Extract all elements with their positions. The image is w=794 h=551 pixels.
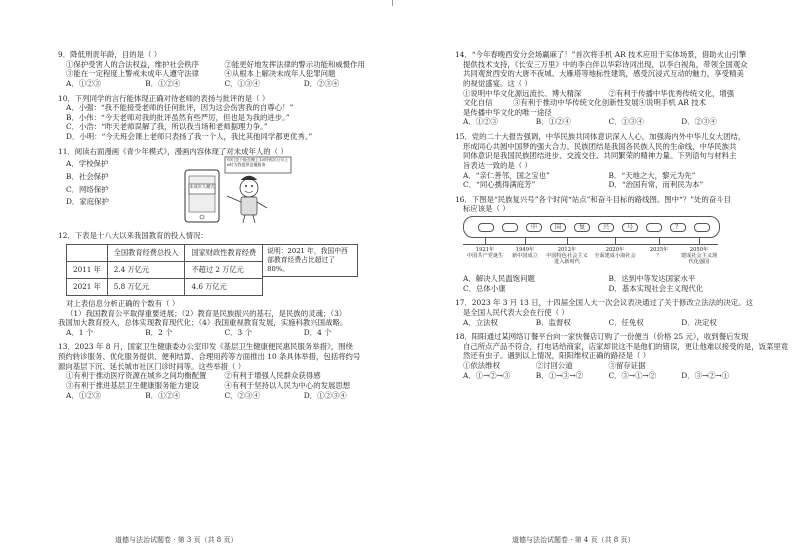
choice-a[interactable]: A．①→②→③	[463, 370, 511, 380]
choice-row	[463, 274, 754, 284]
statement-1: ①保护受害人的合法权益，维护社会秩序	[66, 59, 200, 69]
table-row	[67, 278, 263, 295]
choice-row	[463, 284, 754, 294]
timeline-label: 2012年 中国特色社会主义进入新时代	[546, 247, 588, 265]
statement-2: ②能更好地发挥法律的警示功能和威慑作用	[224, 59, 365, 69]
question-10	[58, 94, 383, 142]
timeline-tick	[485, 238, 486, 244]
choice-a[interactable]: A．解决人民温饱问题	[463, 274, 535, 283]
question-18	[455, 332, 789, 380]
train-car: ？	[670, 223, 686, 232]
question-stem: 然还有虫子。遇到以上情况，阳阳维权正确的路径是（ ）	[463, 351, 651, 361]
train-car: 兴	[598, 223, 614, 232]
choice-d[interactable]: D．决定权	[681, 317, 717, 327]
choice-c[interactable]: C．网络保护	[66, 184, 109, 194]
speech-bubble: 你们也不能在晚上10时到次日早上6时为我提供直播服务	[227, 158, 289, 167]
choice-c[interactable]: C．①③④	[608, 117, 644, 127]
question-stem: 标应该是（ ）	[463, 204, 510, 214]
statement-2-continued: 文化自信	[463, 98, 493, 108]
choice-c[interactable]: C．小浩：“昨天老师误解了我，所以我当场和老师据理力争。”	[66, 122, 268, 132]
question-11	[58, 147, 383, 227]
choice-b[interactable]: B．监督权	[535, 317, 571, 327]
question-14	[455, 50, 754, 127]
choice-a[interactable]: A．学校保护	[66, 159, 109, 169]
choice-c[interactable]: C．任免权	[608, 317, 644, 327]
table-header: 全国教育经费总投入	[107, 244, 185, 261]
choice-a[interactable]: A．①②③	[66, 390, 101, 400]
choice-row	[463, 171, 754, 181]
option-row	[463, 98, 754, 108]
timeline	[463, 238, 718, 274]
timeline-axis	[463, 244, 718, 245]
question-stem: 16．下图是“民族复兴号”各个时间“站点”和奋斗目标的路线图。图中“？”处的奋斗目	[455, 194, 731, 204]
question-stem: 12．下表是十八大以来我国教育的投入情况：	[58, 231, 208, 241]
table-row	[67, 261, 263, 278]
question-stem: 10．下列同学的言行能体现正确对待老师的表扬与批评的是（ ）	[58, 93, 270, 103]
question-16	[455, 195, 754, 294]
question-15	[455, 132, 754, 190]
question-stem: 的视觉盛宴。这（ ）	[463, 78, 532, 88]
choice-c[interactable]: C．①③④	[224, 78, 260, 88]
table-header: 国家财政性教育经费	[185, 244, 263, 261]
question-stem: 源向基层下沉、延长城市社区门诊时间等。这些举措（ ）	[58, 361, 246, 371]
option-row	[66, 60, 383, 70]
choice-d[interactable]: D．“治国有常，而利民为本”	[608, 180, 704, 190]
question-stem: 15．党的二十大报告强调，中华民族共同体意识深入人心，加强海内外中华儿女大团结，	[455, 132, 746, 141]
statement-2: ②讨回公道	[535, 361, 573, 370]
choice-c[interactable]: C．“同心携得满庭芳”	[463, 180, 536, 190]
choice-b[interactable]: B．2 个	[145, 327, 173, 337]
choice-d[interactable]: D．③→②→①	[681, 370, 730, 380]
table-header	[67, 244, 108, 261]
analysis-prompt: 对上表信息分析正确的个数有（ ）	[66, 298, 180, 308]
table-cell: 2021 年	[67, 278, 108, 295]
train-car: 中	[526, 223, 542, 232]
question-stem: 同体意识是我国民族团结进步、交流交往、共同繁荣的精神力量。下列语句与材料主	[463, 151, 737, 161]
question-stem: 旨表达一致的是（ ）	[463, 160, 532, 170]
table-cell: 不超过 2 万亿元	[185, 261, 263, 278]
statement-4-continued: 是传播中华文化的唯一途径	[463, 107, 552, 117]
choice-row	[463, 117, 754, 127]
option-row	[66, 371, 383, 381]
choice-c[interactable]: C．3 个	[224, 327, 252, 337]
choice-d[interactable]: D．4 个	[303, 327, 332, 337]
option-row	[463, 361, 754, 371]
question-stem: 预约转诊服务、优化服务提供、便利结算、合理用药等方面推出 10 条具体举措，包括将约号	[58, 352, 361, 361]
choice-row	[463, 180, 754, 190]
question-stem: 13．2023 年 8 月，国家卫生健康委办公室印发《基层卫生健康便民惠民服务举措》，围绕	[58, 342, 353, 352]
option-row	[463, 89, 754, 99]
statement-3: ③有利于推动中华传统文化创新性发展	[513, 98, 639, 108]
statement-list: （1）我国教育公平取得重要进展；（2）教育是民族振兴的基石，是民族的灵魂；（3）	[66, 308, 347, 318]
timeline-label: 1949年 新中国成立	[512, 247, 538, 259]
question-stem: 18．阳阳通过某网络订餐平台向一家快餐店订购了一份便当（价格 25 元），收到餐后发现	[455, 332, 749, 342]
choice-a[interactable]: A．①②③	[463, 117, 498, 127]
choice-b[interactable]: B．小伟：“今天老师对我的批评虽然有些严厉，但也是为我的进步。”	[66, 112, 290, 122]
train-car: 号	[622, 223, 638, 232]
choice-list	[58, 156, 183, 226]
table-cell: 4.6 万亿元	[185, 278, 263, 295]
question-stem: 14．“今年春晚西安分会场赢麻了！”首次将手机 AR 技术应用于实体场景，借助火山引擎	[455, 50, 747, 59]
train-car: 复	[574, 223, 590, 232]
choice-a[interactable]: A．①②③	[66, 78, 101, 88]
statement-3: ③有利于推进基层卫生健康服务能力建设	[66, 380, 200, 390]
education-table	[66, 244, 263, 296]
table-header-row	[67, 244, 263, 261]
choice-d[interactable]: D．家庭保护	[66, 197, 109, 207]
choice-row	[463, 318, 754, 328]
question-stem: 共同观赏西安的大唐不夜城、大雁塔等地标性建筑，感受沉浸式互动的魅力，享受精美	[463, 69, 744, 79]
statement-3: ③能在一定程度上警戒未成年人遵守法律	[66, 69, 200, 79]
choice-d[interactable]: D．基本实现社会主义现代化	[608, 283, 704, 293]
choice-row	[66, 79, 383, 89]
timeline-tick	[699, 238, 700, 244]
statement-1: ①依法维权	[463, 361, 500, 370]
choice-b[interactable]: B．①②④	[145, 390, 181, 400]
question-stem: 提供技术支持，《长安三万里》中的李白伴以华彩诗词出现，以李白视角，带领全国观众	[463, 59, 748, 69]
timeline-tick	[567, 238, 568, 244]
timeline-label: 2020年 全面建成小康社会	[594, 247, 636, 259]
table-cell: 2.4 万亿元	[107, 261, 185, 278]
table-cell: 2011 年	[67, 261, 108, 278]
choice-b[interactable]: B．①→③→②	[535, 370, 584, 380]
choice-a[interactable]: A．立法权	[463, 317, 498, 327]
choice-d[interactable]: D．②③④	[681, 117, 717, 127]
question-stem: 17．2023 年 3 月 13 日，十四届全国人大一次会议表决通过了关于修改立法法的决定。这	[455, 298, 753, 308]
left-column	[58, 50, 383, 405]
choice-b[interactable]: B．①②④	[535, 117, 571, 127]
page-footer: 道德与法治试题卷 · 第 4 页（共 8 页）	[512, 535, 635, 544]
choice-row	[463, 371, 754, 381]
statement-4: ④说明手机 AR 技术	[638, 98, 706, 108]
train-car	[478, 223, 494, 232]
choice-row	[66, 391, 383, 401]
timeline-tick	[525, 238, 526, 244]
choice-b[interactable]: B．达到中等发达国家水平	[608, 274, 696, 283]
choice-b[interactable]: B．社会保护	[66, 171, 109, 181]
question-13	[58, 342, 383, 400]
choice-d[interactable]: D．小明：“今天班会课上老师只表扬了我一个人，我比其他同学都更优秀。”	[66, 132, 313, 141]
question-9	[58, 50, 383, 89]
question-stem: 形成同心共圆中国梦的强大合力。民族团结是我国各民族人民的生命线，中华民族共	[463, 141, 737, 151]
choice-row	[66, 328, 383, 338]
statement-1: ①有利于推动医疗资源在城乡之间均衡配置	[66, 371, 207, 381]
choice-c[interactable]: C．②③④	[224, 390, 260, 400]
statement-4: ④有利于坚持以人民为中心的发展思想	[224, 380, 351, 390]
question-stem: 11．阅读右面漫画《青少年模式》，漫画内容体现了对未成年人的（ ）	[58, 146, 288, 156]
question-stem: 是全国人民代表大会在行使（ ）	[463, 307, 569, 317]
timeline-label: 2035年 ？	[649, 247, 669, 259]
question-stem: 自己所点产品不符合，打电话给商家，店家却说这不是他们的错误，更让他难以接受的是，饭菜里竟	[463, 341, 789, 351]
option-row	[66, 381, 383, 391]
train-car: 国	[550, 223, 566, 232]
question-stem: 9．降低刑责年龄，目的是（ ）	[58, 50, 162, 59]
statement-2: ②有利于增强人民群众获得感	[224, 371, 321, 381]
statement-3: ③留存证据	[608, 361, 646, 370]
right-column	[455, 50, 789, 385]
phone-screen-label: 未成年人模式	[189, 184, 215, 190]
option-row	[66, 69, 383, 79]
train-car	[502, 223, 518, 232]
choice-a[interactable]: A．“亲仁善邻，国之宝也”	[463, 170, 550, 180]
train-car	[694, 223, 710, 232]
question-17	[455, 298, 754, 327]
table-cell: 5.8 万亿元	[107, 278, 185, 295]
cartoon-youth-mode	[183, 156, 383, 226]
choice-c[interactable]: C．③→①→②	[608, 370, 657, 380]
train-car	[646, 223, 662, 232]
choice-d[interactable]: D．①②③④	[303, 390, 347, 400]
choice-a[interactable]: A．1 个	[66, 327, 94, 337]
table-note: 说明：2021 年，我国中西部教育经费占比超过了 80%。	[263, 244, 358, 278]
statement-1: ①说明中华文化源远流长、博大精深	[463, 88, 582, 98]
statement-list: 我国加大教育投入，总体实现教育现代化；（4）我国重视教育发展，实施科教兴国战略。	[58, 318, 348, 328]
page-footer: 道德与法治试题卷 · 第 3 页（共 8 页）	[115, 535, 238, 544]
timeline-tick	[659, 238, 660, 244]
page-4	[397, 0, 794, 551]
revival-train-diagram	[463, 216, 720, 238]
statement-4: ④从根本上解决未成年人犯罪问题	[224, 69, 336, 79]
timeline-label: 1921年 中国共产党诞生	[467, 247, 504, 259]
question-12	[58, 231, 383, 337]
choice-c[interactable]: C．总体小康	[463, 283, 506, 293]
statement-2: ②有利于传播中华优秀传统文化，增强	[608, 88, 735, 98]
choice-d[interactable]: D．②③④	[303, 78, 340, 88]
timeline-label: 2050年 建成社会主义现代化强国	[680, 247, 718, 265]
choice-b[interactable]: B．①②④	[145, 78, 181, 88]
timeline-tick	[615, 238, 616, 244]
choice-b[interactable]: B．“天地之大，黎元为先”	[608, 170, 696, 180]
choice-a[interactable]: A．小强：“我不能接受老师的任何批评，因为这会伤害我的自尊心！”	[66, 103, 294, 113]
